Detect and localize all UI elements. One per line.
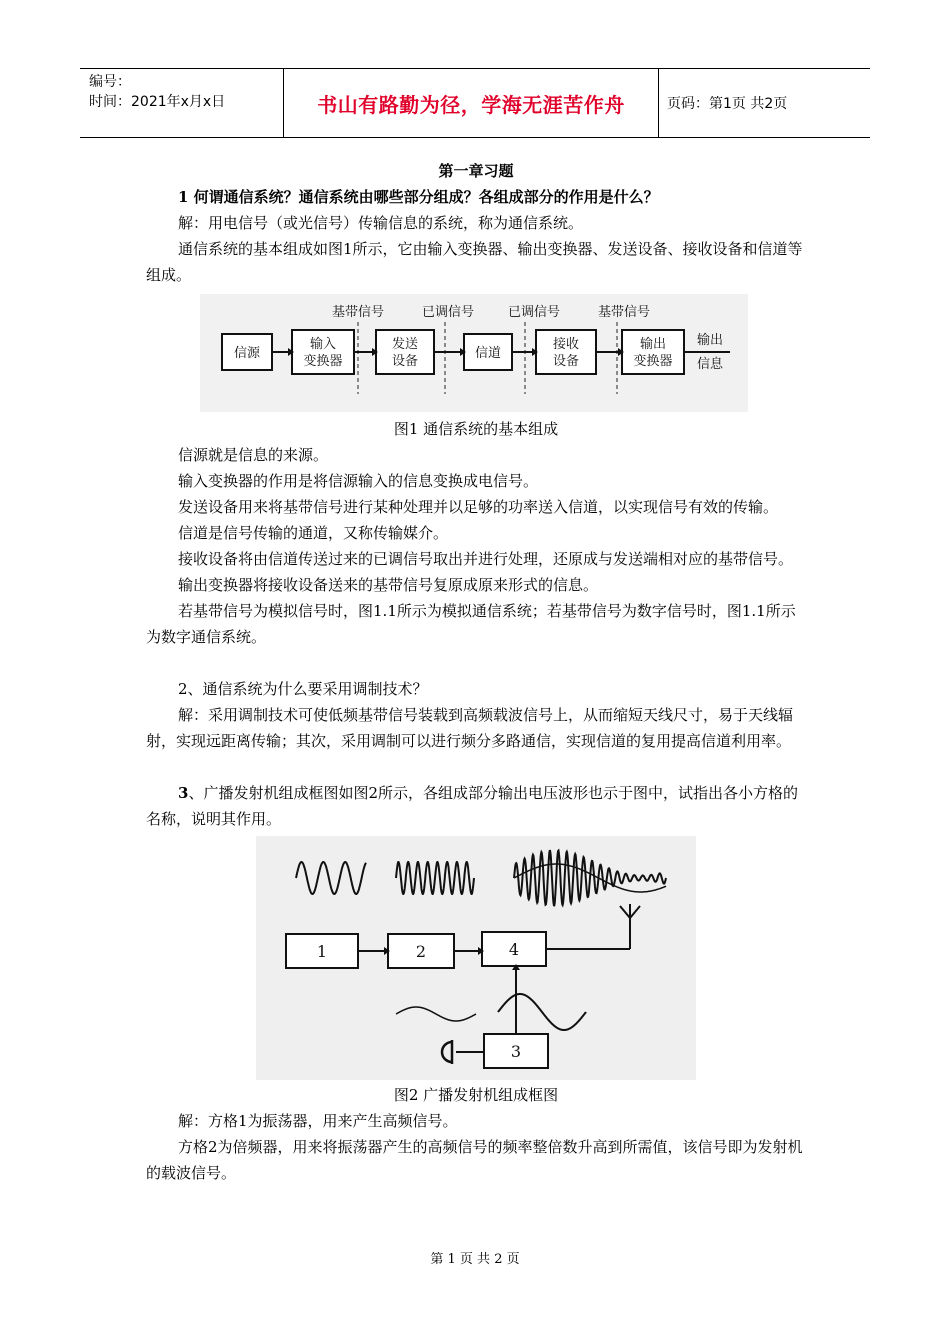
box-1-label: 1 bbox=[316, 942, 328, 961]
paragraph-9: 方格2为倍频器，用来将振荡器产生的高频信号的频率整倍数升高到所需值，该信号即为发射机的载波信号。 bbox=[146, 1138, 803, 1182]
box-transmitter-label-1: 发送 bbox=[391, 337, 419, 352]
header-table bbox=[80, 68, 870, 138]
label-baseband-1: 基带信号 bbox=[332, 305, 385, 320]
paragraph-8: 若基带信号为模拟信号时，图1.1所示为模拟通信系统；若基带信号为数字信号时，图1.1所示为数字通信系统。 bbox=[146, 602, 796, 646]
header-left-cell bbox=[80, 69, 284, 137]
question-3-number: 3 bbox=[178, 784, 189, 802]
page-footer: 第 1 页 共 2 页 bbox=[430, 1252, 520, 1267]
chapter-title: 第一章习题 bbox=[438, 162, 514, 180]
paragraph-7: 输出变换器将接收设备送来的基带信号复原成原来形式的信息。 bbox=[178, 576, 599, 594]
box-receiver-label-1: 接收 bbox=[552, 337, 580, 352]
answer-1: 解：用电信号（或光信号）传输信息的系统，称为通信系统。 bbox=[178, 214, 584, 232]
paragraph-3: 输入变换器的作用是将信源输入的信息变换成电信号。 bbox=[178, 472, 539, 490]
box-4-label: 4 bbox=[508, 940, 520, 959]
box-3-label: 3 bbox=[510, 1042, 522, 1061]
answer-2: 解：采用调制技术可使低频基带信号装载到高频载波信号上，从而缩短天线尺寸，易于天线辐射，实现远距离传输；其次，采用调制可以进行频分多路通信，实现信道的复用提高信道利用率。 bbox=[146, 706, 794, 750]
box-receiver-label-2: 设备 bbox=[552, 354, 580, 369]
output-info-label-1: 输出 bbox=[696, 333, 724, 348]
figure-1-diagram bbox=[200, 294, 748, 412]
label-baseband-2: 基带信号 bbox=[598, 305, 651, 320]
page-info: 页码：第1页 共2页 bbox=[667, 96, 788, 112]
label-modulated-2: 已调信号 bbox=[508, 305, 561, 320]
paragraph-1: 通信系统的基本组成如图1所示，它由输入变换器、输出变换器、发送设备、接收设备和信道等组成。 bbox=[146, 240, 803, 284]
date-label: 时间：2021年x月x日 bbox=[89, 94, 226, 110]
header-center-cell bbox=[284, 69, 659, 137]
document-body bbox=[146, 158, 806, 1186]
paragraph-4: 发送设备用来将基带信号进行某种处理并以足够的功率送入信道，以实现信号有效的传输。 bbox=[178, 498, 779, 516]
answer-3: 解：方格1为振荡器，用来产生高频信号。 bbox=[178, 1112, 458, 1130]
box-input-label-1: 输入 bbox=[309, 337, 337, 352]
question-3 bbox=[146, 780, 806, 832]
box-output-label-1: 输出 bbox=[639, 337, 667, 352]
header-right-cell bbox=[659, 69, 870, 137]
paragraph-5: 信道是信号传输的通道，又称传输媒介。 bbox=[178, 524, 449, 542]
figure-1-caption: 图1 通信系统的基本组成 bbox=[393, 420, 559, 438]
question-2: 2、通信系统为什么要采用调制技术？ bbox=[178, 680, 428, 698]
box-channel-label: 信道 bbox=[474, 346, 502, 361]
box-2-label: 2 bbox=[415, 942, 427, 961]
motto: 书山有路勤为径，学海无涯苦作舟 bbox=[317, 92, 625, 117]
code-label: 编号： bbox=[89, 74, 131, 90]
question-3-text: 、广播发射机组成框图如图2所示，各组成部分输出电压波形也示于图中，试指出各小方格的名称，说明其作用。 bbox=[146, 784, 798, 828]
box-input-label-2: 变换器 bbox=[303, 354, 343, 369]
output-info-label-2: 信息 bbox=[696, 357, 724, 372]
question-1 bbox=[146, 184, 806, 210]
box-transmitter-label-2: 设备 bbox=[391, 354, 419, 369]
paragraph-2: 信源就是信息的来源。 bbox=[178, 446, 329, 464]
figure-2-caption: 图2 广播发射机组成框图 bbox=[393, 1086, 559, 1104]
box-source-label: 信源 bbox=[233, 346, 261, 361]
figure-2-diagram bbox=[256, 836, 696, 1080]
box-output-label-2: 变换器 bbox=[633, 354, 673, 369]
label-modulated-1: 已调信号 bbox=[422, 305, 475, 320]
question-1-text: 1 何谓通信系统？通信系统由哪些部分组成？各组成部分的作用是什么？ bbox=[178, 188, 659, 206]
paragraph-6: 接收设备将由信道传送过来的已调信号取出并进行处理，还原成与发送端相对应的基带信号。 bbox=[178, 550, 794, 568]
